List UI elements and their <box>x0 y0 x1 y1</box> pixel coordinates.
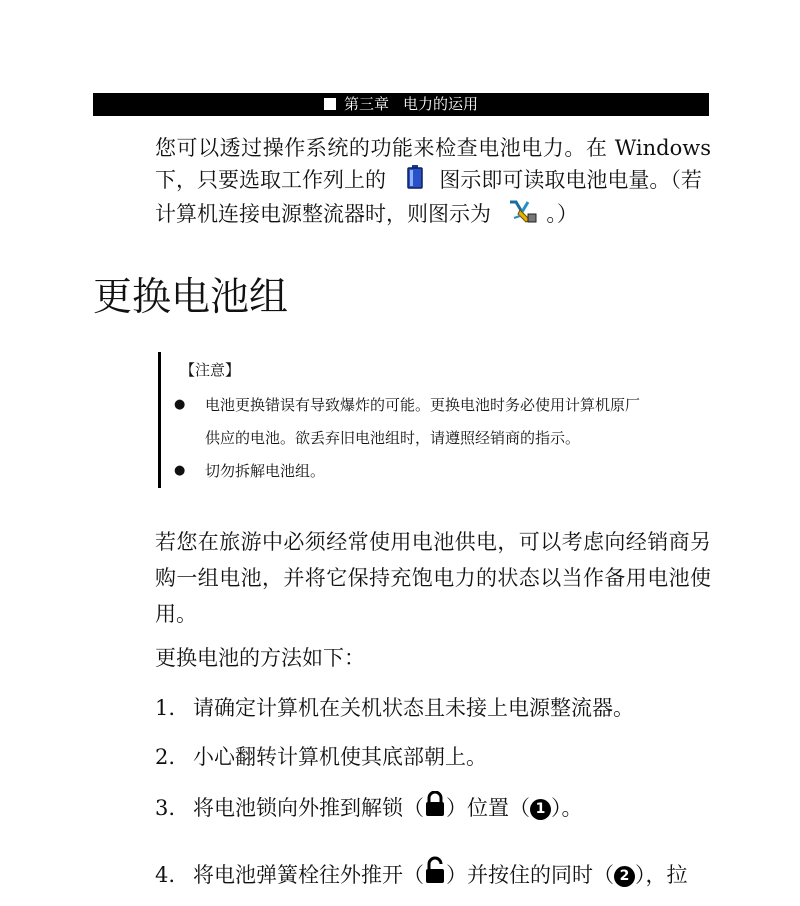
intro-paragraph <box>155 132 711 233</box>
note-bullet-2: ● <box>174 463 186 478</box>
paragraph-spare-battery <box>155 524 711 632</box>
note-item-1-line-2: 供应的电池。欲丢弃旧电池组时，请遵照经销商的指示。 <box>205 429 581 447</box>
step-text <box>193 860 711 892</box>
intro-line-2-end: 图示即可读取电池电量。（若 <box>439 168 702 192</box>
intro-line-3 <box>155 198 711 233</box>
step-number: 2. <box>155 745 176 769</box>
step-4-text-start: 将电池弹簧栓往外推开（ <box>193 863 424 887</box>
note-box <box>158 352 721 488</box>
chapter-number: 第三章 <box>343 95 389 113</box>
step-number: 4. <box>155 863 176 887</box>
step-text <box>193 793 711 825</box>
paragraph-method-intro: 更换电池的方法如下： <box>155 646 365 670</box>
intro-line-2 <box>155 164 711 198</box>
step-number: 3. <box>155 796 176 820</box>
step-number: 1. <box>155 696 176 720</box>
chapter-title: 电力的运用 <box>403 95 479 113</box>
intro-line-3-end: 。） <box>546 202 578 226</box>
paragraph-2-line-1: 若您在旅游中必须经常使用电池供电，可以考虑向经销商另 <box>155 530 711 554</box>
ac-power-plug-icon <box>508 198 538 233</box>
step-text: 请确定计算机在关机状态且未接上电源整流器。 <box>193 696 634 720</box>
callout-marker-2: 2 <box>614 866 635 887</box>
intro-line-3-start: 计算机连接电源整流器时，则图示为 <box>155 202 491 226</box>
intro-line-1: 您可以透过操作系统的功能来检查电池电力。在 Windows <box>155 136 711 160</box>
step-3-text-end: ）。 <box>551 796 583 820</box>
lock-closed-icon <box>424 791 446 825</box>
callout-marker-1: 1 <box>530 799 551 820</box>
step-3-text-start: 将电池锁向外推到解锁（ <box>193 796 424 820</box>
note-bullet-1: ● <box>174 397 186 412</box>
lock-open-icon <box>424 856 446 892</box>
step-text: 小心翻转计算机使其底部朝上。 <box>193 745 487 769</box>
battery-icon <box>407 165 423 198</box>
chapter-header-bar <box>93 93 709 116</box>
paragraph-2-line-2: 购一组电池，并将它保持充饱电力的状态以当作备用电池使 <box>155 566 711 590</box>
step-4-text-middle: ）并按住的同时（ <box>446 863 614 887</box>
note-item-2: 切勿拆解电池组。 <box>205 462 326 480</box>
intro-line-2-start: 下，只要选取工作列上的 <box>155 168 386 192</box>
paragraph-2-line-3: 用。 <box>155 602 197 626</box>
note-item-1-line-1: 电池更换错误有导致爆炸的可能。更换电池时务必使用计算机原厂 <box>205 396 641 414</box>
step-3-text-middle: ）位置（ <box>446 796 530 820</box>
note-title: 【注意】 <box>180 361 241 379</box>
step-4-text-end: ），拉 <box>635 863 688 887</box>
section-title: 更换电池组 <box>93 275 289 320</box>
square-bullet-icon <box>324 98 336 110</box>
